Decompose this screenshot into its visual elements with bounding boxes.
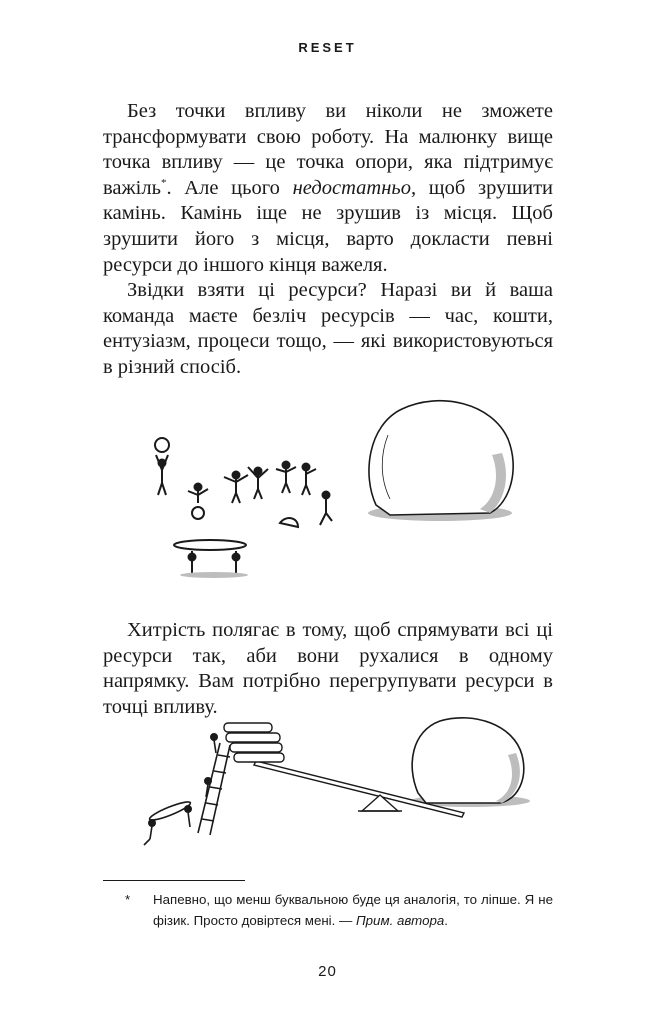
illustration-lever-and-rock xyxy=(130,715,550,850)
paragraph-2: Звідки взяти ці ресурси? Наразі ви й ваша команда маєте безліч ресурсів — час, кошти, ентузіазм, процеси тощо, — які використовуються в різний спосіб. xyxy=(103,279,553,378)
footnote-ref: * xyxy=(160,176,167,189)
text-block-middle xyxy=(103,618,553,720)
paragraph-1: Без точки впливу ви ніколи не зможете трансформувати свою роботу. На малюнку вище точка впливу — це точка опори, яка підтримує важіль*. Але цього недостатньо, щоб зрушити камінь. Камінь іще не зрушив із місця. Щоб зрушити його з місця, варто докласти певні ресурси до іншого кінця важеля. xyxy=(103,100,554,276)
ladder-and-people-drawing xyxy=(144,734,230,845)
running-head: RESET xyxy=(298,40,357,55)
footnote xyxy=(103,889,553,931)
paragraph-3: Хитрість полягає в тому, щоб спрямувати всі ці ресурси так, аби вони рухалися в одному напрямку. Вам потрібно перегрупувати ресурси в точці впливу. xyxy=(103,619,553,718)
footnote-marker: * xyxy=(125,892,131,907)
stacked-resources-drawing xyxy=(224,723,284,762)
page-number: 20 xyxy=(318,963,337,980)
footnote-divider xyxy=(103,880,245,881)
illustration-scattered-resources xyxy=(140,395,540,580)
footnote-emphasis: Прим. автора xyxy=(356,913,445,928)
emphasis: недостатньо xyxy=(292,176,411,199)
footnote-text: Напевно, що менш буквальною буде ця аналогія, то ліпше. Я не фізик. Просто довіртеся мені. — Прим. автора. xyxy=(153,892,553,928)
text-block-top xyxy=(103,99,553,381)
boulder-drawing xyxy=(410,718,530,807)
boulder-drawing xyxy=(368,401,513,521)
scattered-people-drawing xyxy=(155,438,332,578)
